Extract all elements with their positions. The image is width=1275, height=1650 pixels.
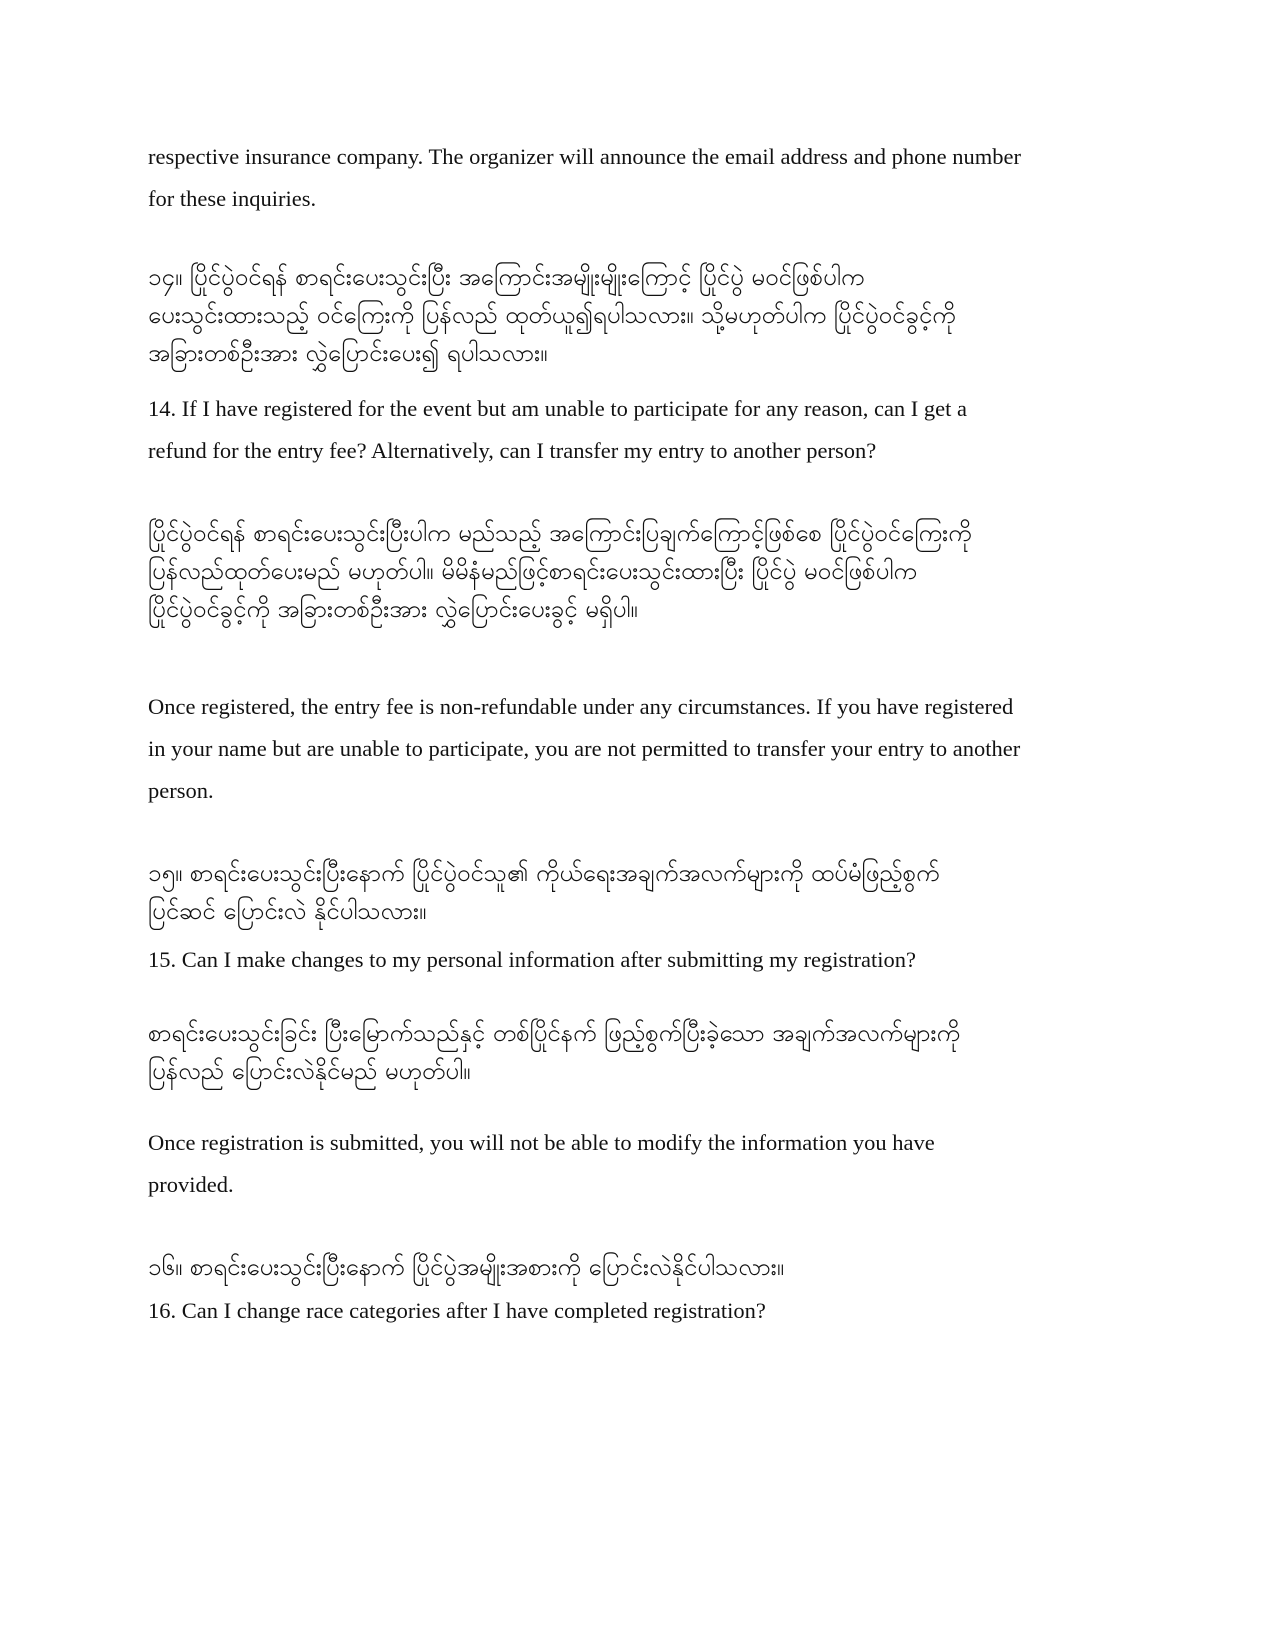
q14-myanmar-answer xyxy=(148,514,1138,628)
text-line: ၁၆။ စာရင်းပေးသွင်းပြီးနောက် ပြိုင်ပွဲအမျိုးအစားကို ပြောင်းလဲနိုင်ပါသလား။ xyxy=(148,1253,784,1281)
text-line: refund for the entry fee? Alternatively, can I transfer my entry to another person? xyxy=(148,438,877,463)
text-line: ပြန်လည် ပြောင်းလဲနိုင်မည် မဟုတ်ပါ။ xyxy=(148,1057,471,1085)
text-line: ပြိုင်ပွဲဝင်ခွင့်ကို အခြားတစ်ဦးအား လွှဲပြောင်းပေးခွင့် မရှိပါ။ xyxy=(148,595,638,623)
text-line: ၁၄။ ပြိုင်ပွဲဝင်ရန် စာရင်းပေးသွင်းပြီး အကြောင်းအမျိုးမျိုးကြောင့် ပြိုင်ပွဲ မဝင်ဖြစ်ပါက xyxy=(148,263,865,291)
text-line: အခြားတစ်ဦးအား လွှဲပြောင်းပေး၍ ရပါသလား။ xyxy=(148,339,548,367)
text-line: 14. If I have registered for the event but am unable to participate for any reason, can I get a xyxy=(148,396,968,421)
text-line: ပြန်လည်ထုတ်ပေးမည် မဟုတ်ပါ။ မိမိနံမည်ဖြင့်စာရင်းပေးသွင်းထားပြီး ပြိုင်ပွဲ မဝင်ဖြစ်ပါက xyxy=(148,557,917,585)
q15-english-question xyxy=(148,939,1128,981)
text-line: 16. Can I change race categories after I have completed registration? xyxy=(148,1298,766,1323)
text-line: provided. xyxy=(148,1172,234,1197)
q16-english-question xyxy=(148,1290,1128,1332)
q16-myanmar-question xyxy=(148,1248,1138,1286)
q15-myanmar-answer xyxy=(148,1014,1138,1090)
text-line: Once registration is submitted, you will not be able to modify the information you have xyxy=(148,1130,935,1155)
text-line: ပေးသွင်းထားသည့် ဝင်ကြေးကို ပြန်လည် ထုတ်ယူ၍ရပါသလား။ သို့မဟုတ်ပါက ပြိုင်ပွဲဝင်ခွင့်ကို xyxy=(148,301,956,329)
text-line: ပြိုင်ပွဲဝင်ရန် စာရင်းပေးသွင်းပြီးပါက မည်သည့် အကြောင်းပြချက်ကြောင့်ဖြစ်စေ ပြိုင်ပွဲဝင်ကြေးကို xyxy=(148,519,972,547)
text-line: person. xyxy=(148,778,214,803)
continuation-paragraph xyxy=(148,136,1128,220)
q14-myanmar-question xyxy=(148,258,1138,372)
text-line: for these inquiries. xyxy=(148,186,317,211)
q15-english-answer xyxy=(148,1122,1128,1206)
text-line: ပြင်ဆင် ပြောင်းလဲ နိုင်ပါသလား။ xyxy=(148,897,427,925)
text-line: စာရင်းပေးသွင်းခြင်း ပြီးမြောက်သည်နှင့် တစ်ပြိုင်နက် ဖြည့်စွက်ပြီးခဲ့သော အချက်အလက်များကို xyxy=(148,1019,960,1047)
text-line: Once registered, the entry fee is non-refundable under any circumstances. If you have registered xyxy=(148,694,1014,719)
text-line: 15. Can I make changes to my personal information after submitting my registration? xyxy=(148,947,916,972)
q14-english-question xyxy=(148,388,1128,472)
text-line: ၁၅။ စာရင်းပေးသွင်းပြီးနောက် ပြိုင်ပွဲဝင်သူ၏ ကိုယ်ရေးအချက်အလက်များကို ထပ်မံဖြည့်စွက် xyxy=(148,859,940,887)
q14-english-answer xyxy=(148,686,1128,812)
text-line: in your name but are unable to participate, you are not permitted to transfer your entry to another xyxy=(148,736,1021,761)
text-line: respective insurance company. The organizer will announce the email address and phone number xyxy=(148,144,1022,169)
q15-myanmar-question xyxy=(148,854,1138,930)
